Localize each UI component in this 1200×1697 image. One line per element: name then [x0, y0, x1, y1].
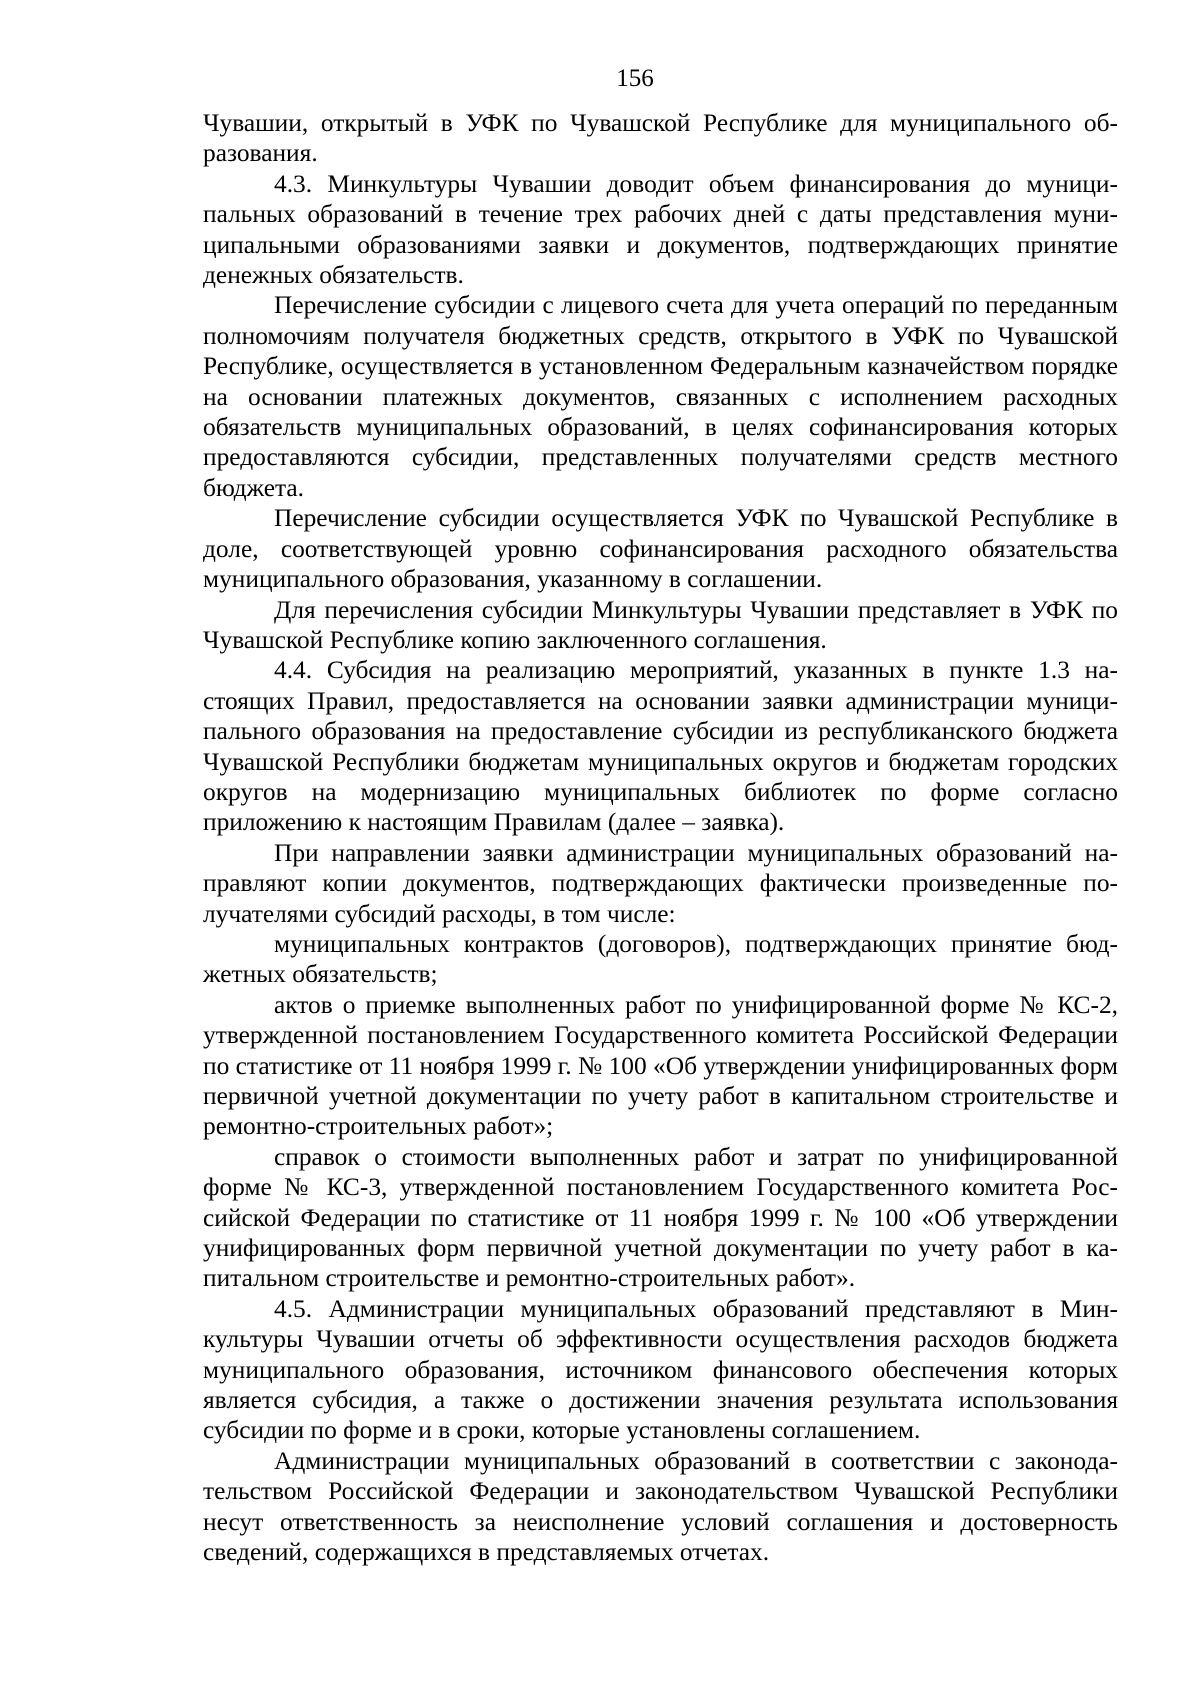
paragraph: При направлении заявки администрации муниципальных образований направляют копии документов, подтверждающих фактически произведенные получателями субсидий расходы, в том числе: — [203, 838, 1118, 928]
paragraph: 4.4. Субсидия на реализацию мероприятий, указанных в пункте 1.3 настоящих Правил, предоставляется на основании заявки администрации муниципального образования на предоставление субсидии из республиканского бюджета Чувашской Республики бюджетам муниципальных округов и бюджетам городских округов на модернизацию муниципальных библиотек по форме согласно приложению к настоящим Правилам (далее – заявка). — [203, 656, 1118, 837]
paragraph: актов о приемке выполненных работ по унифицированной форме № КС-2, утвержденной постановлением Государственного комитета Российской Федерации по статистике от 11 ноября 1999 г. № 100 «Об утверждении унифицированных форм первичной учетной документации по учету работ в капитальном строительстве и ремонтно-строительных работ»; — [203, 990, 1118, 1141]
page-number: 156 — [616, 65, 654, 92]
paragraph: Чувашии, открытый в УФК по Чувашской Республике для муниципального образования. — [203, 109, 1118, 168]
paragraph: Перечисление субсидии с лицевого счета для учета операций по переданным полномочиям получателя бюджетных средств, открытого в УФК по Чувашской Республике, осуществляется в установленном Федеральным казначейством порядке на основании платежных документов, связанных с исполнением расходных обязательств муниципальных образований, в целях софинансирования которых предоставляются субсидии, представленных получателями средств местного бюджета. — [203, 291, 1118, 502]
paragraph: справок о стоимости выполненных работ и затрат по унифицированной форме № КС-3, утвержденной постановлением Государственного комитета Российской Федерации по статистике от 11 ноября 1999 г. № 100 «Об утверждении унифицированных форм первичной учетной документации по учету работ в капитальном строительстве и ремонтно-строительных работ». — [203, 1142, 1118, 1293]
paragraph: Администрации муниципальных образований в соответствии с законодательством Российской Федерации и законодательством Чувашской Республики несут ответственность за неисполнение условий соглашения и достоверность сведений, содержащихся в представляемых отчетах. — [203, 1446, 1118, 1567]
paragraph: 4.5. Администрации муниципальных образований представляют в Минкультуры Чувашии отчеты об эффективности осуществления расходов бюджета муниципального образования, источником финансового обеспечения которых является субсидия, а также о достижении значения результата использования субсидии по форме и в сроки, которые установлены соглашением. — [203, 1294, 1118, 1445]
paragraph: муниципальных контрактов (договоров), подтверждающих принятие бюджетных обязательств; — [203, 929, 1118, 989]
paragraph: Перечисление субсидии осуществляется УФК по Чувашской Республике в доле, соответствующей уровню софинансирования расходного обязательства муниципального образования, указанному в соглашении. — [203, 504, 1118, 594]
paragraph: Для перечисления субсидии Минкультуры Чувашии представляет в УФК по Чувашской Республике копию заключенного соглашения. — [203, 595, 1118, 654]
document-body — [203, 108, 1118, 1568]
paragraph: 4.3. Минкультуры Чувашии доводит объем финансирования до муниципальных образований в течение трех рабочих дней с даты представления муниципальными образованиями заявки и документов, подтверждающих принятие денежных обязательств. — [203, 169, 1118, 290]
